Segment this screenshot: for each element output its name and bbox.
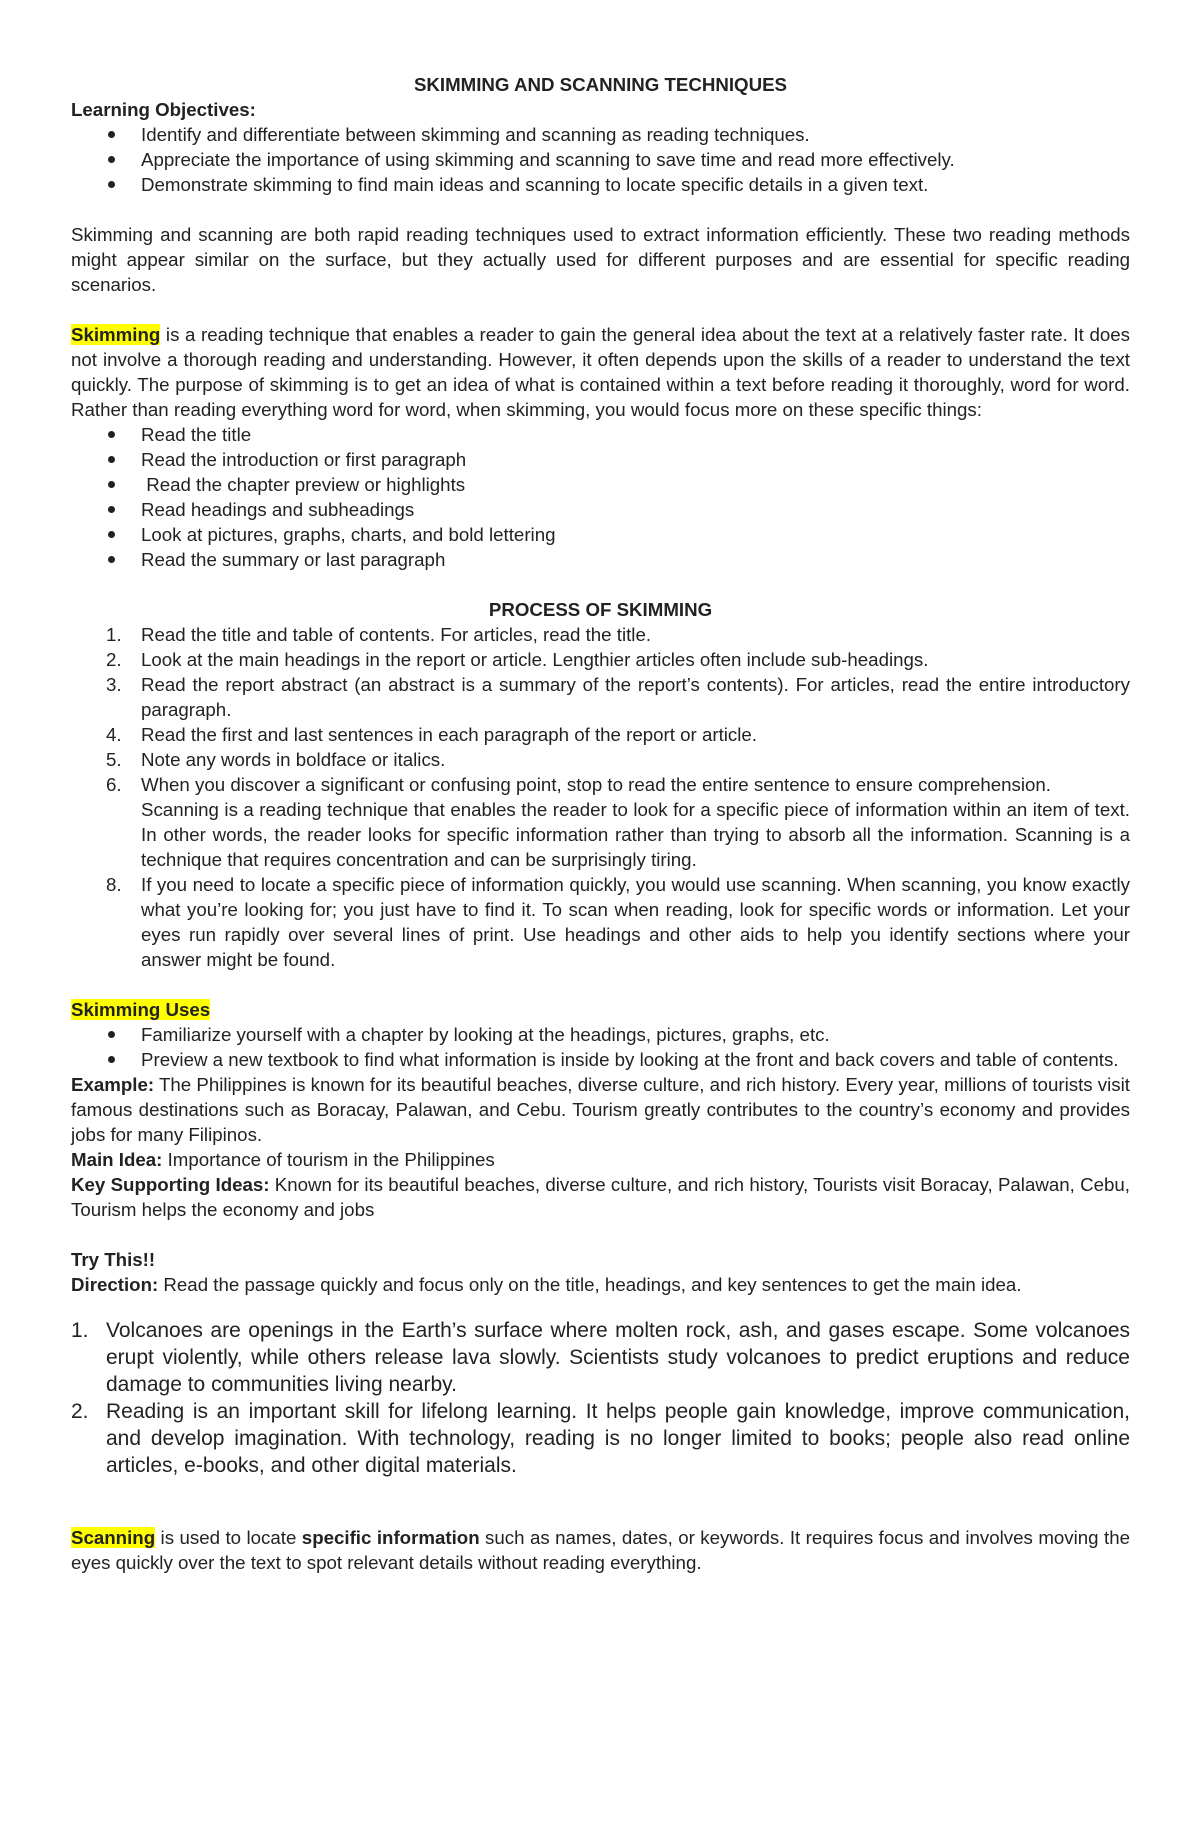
list-item: Read the title [71,422,1130,447]
uses-list [71,1022,1130,1072]
list-item: Demonstrate skimming to find main ideas and scanning to locate specific details in a given text. [71,172,1130,197]
scanning-paragraph: Scanning is used to locate specific information such as names, dates, or keywords. It requires focus and involves moving the eyes quickly over the text to spot relevant details without reading everything. [71,1527,1130,1573]
scanning-definition: Scanning is a reading technique that enables the reader to look for a specific piece of information within an item of text. In other words, the reader looks for specific information rather than trying to absorb all the information. Scanning is a technique that requires concentration and can be surprisingly tiring. [141,799,1130,870]
list-item: Read the chapter preview or highlights [71,472,1130,497]
skimming-paragraph [71,322,1130,422]
list-item: Read the introduction or first paragraph [71,447,1130,472]
process-heading: PROCESS OF SKIMMING [488,599,713,620]
list-item: 8. If you need to locate a specific piece of information quickly, you would use scanning. When scanning, you know exactly what you’re looking for; you just have to find it. To scan when reading, look for specific words or information. Let your eyes run rapidly over several lines of print. Use headings and other aids to help you identify sections where your answer might be found. [106,874,1130,970]
intro-paragraph: Skimming and scanning are both rapid reading techniques used to extract information efficiently. These two reading methods might appear similar on the surface, but they actually used for different purposes and are essential for specific reading scenarios. [71,224,1130,295]
list-item: 6. When you discover a significant or confusing point, stop to read the entire sentence to ensure comprehension. Scanning is a reading technique that enables the reader to look for a specific piece of information within an item of text. In other words, the reader looks for specific information rather than trying to absorb all the information. Scanning is a technique that requires concentration and can be surprisingly tiring. [106,774,1130,870]
objectives-heading: Learning Objectives: [71,99,256,120]
document-page [71,72,1130,1575]
skimming-definition: is a reading technique that enables a reader to gain the general idea about the text at a relatively faster rate. It does not involve a thorough reading and understanding. However, it often depends upon the skills of a reader to understand the text quickly. The purpose of skimming is to get an idea of what is contained within a text before reading it thoroughly, word for word. Rather than reading everything word for word, when skimming, you would focus more on these specific things: [71,324,1130,420]
list-item: 4. Read the first and last sentences in each paragraph of the report or article. [106,724,758,745]
example-paragraph: Example: The Philippines is known for its beautiful beaches, diverse culture, and rich history. Every year, millions of tourists visit famous destinations such as Boracay, Palawan, and Cebu. Tourism greatly contributes to the country’s economy and provides jobs for many Filipinos. [71,1074,1130,1145]
list-item: Look at pictures, graphs, charts, and bold lettering [71,522,1130,547]
document-title: SKIMMING AND SCANNING TECHNIQUES [413,74,788,95]
try-this-heading: Try This!! [71,1249,156,1270]
list-item: 1. Volcanoes are openings in the Earth’s surface where molten rock, ash, and gases escape. Some volcanoes erupt violently, while others release lava slowly. Scientists study volcanoes to predict eruptions and reduce damage to communities living nearby. [71,1319,1130,1396]
uses-heading: Skimming Uses [71,999,211,1020]
practice-passages [71,1317,1130,1479]
list-item: 2. Reading is an important skill for lifelong learning. It helps people gain knowledge, improve communication, and develop imagination. With technology, reading is no longer limited to books; people also read online articles, e-books, and other digital materials. [71,1400,1130,1477]
list-item: 2. Look at the main headings in the report or article. Lengthier articles often include sub-headings. [106,649,929,670]
process-list [71,622,1130,972]
list-item: Read the summary or last paragraph [71,547,1130,572]
direction: Direction: Read the passage quickly and focus only on the title, headings, and key sentences to get the main idea. [71,1274,1022,1295]
objectives-list [71,122,1130,197]
list-item: Familiarize yourself with a chapter by looking at the headings, pictures, graphs, etc. [71,1022,1130,1047]
list-item: 1. Read the title and table of contents. For articles, read the title. [106,624,652,645]
list-item: Read headings and subheadings [71,497,1130,522]
list-item: Identify and differentiate between skimming and scanning as reading techniques. [71,122,1130,147]
skimming-focus-list [71,422,1130,572]
list-item: 5. Note any words in boldface or italics. [106,749,446,770]
key-supporting-ideas: Key Supporting Ideas: Known for its beautiful beaches, diverse culture, and rich history, Tourists visit Boracay, Palawan, Cebu, Tourism helps the economy and jobs [71,1174,1130,1220]
list-item: Appreciate the importance of using skimming and scanning to save time and read more effectively. [71,147,1130,172]
skimming-term: Skimming [71,324,161,345]
list-item: 3. Read the report abstract (an abstract is a summary of the report’s contents). For articles, read the entire introductory paragraph. [106,674,1130,720]
list-item: Preview a new textbook to find what information is inside by looking at the front and back covers and table of contents. [71,1047,1130,1072]
main-idea: Main Idea: Importance of tourism in the Philippines [71,1149,495,1170]
